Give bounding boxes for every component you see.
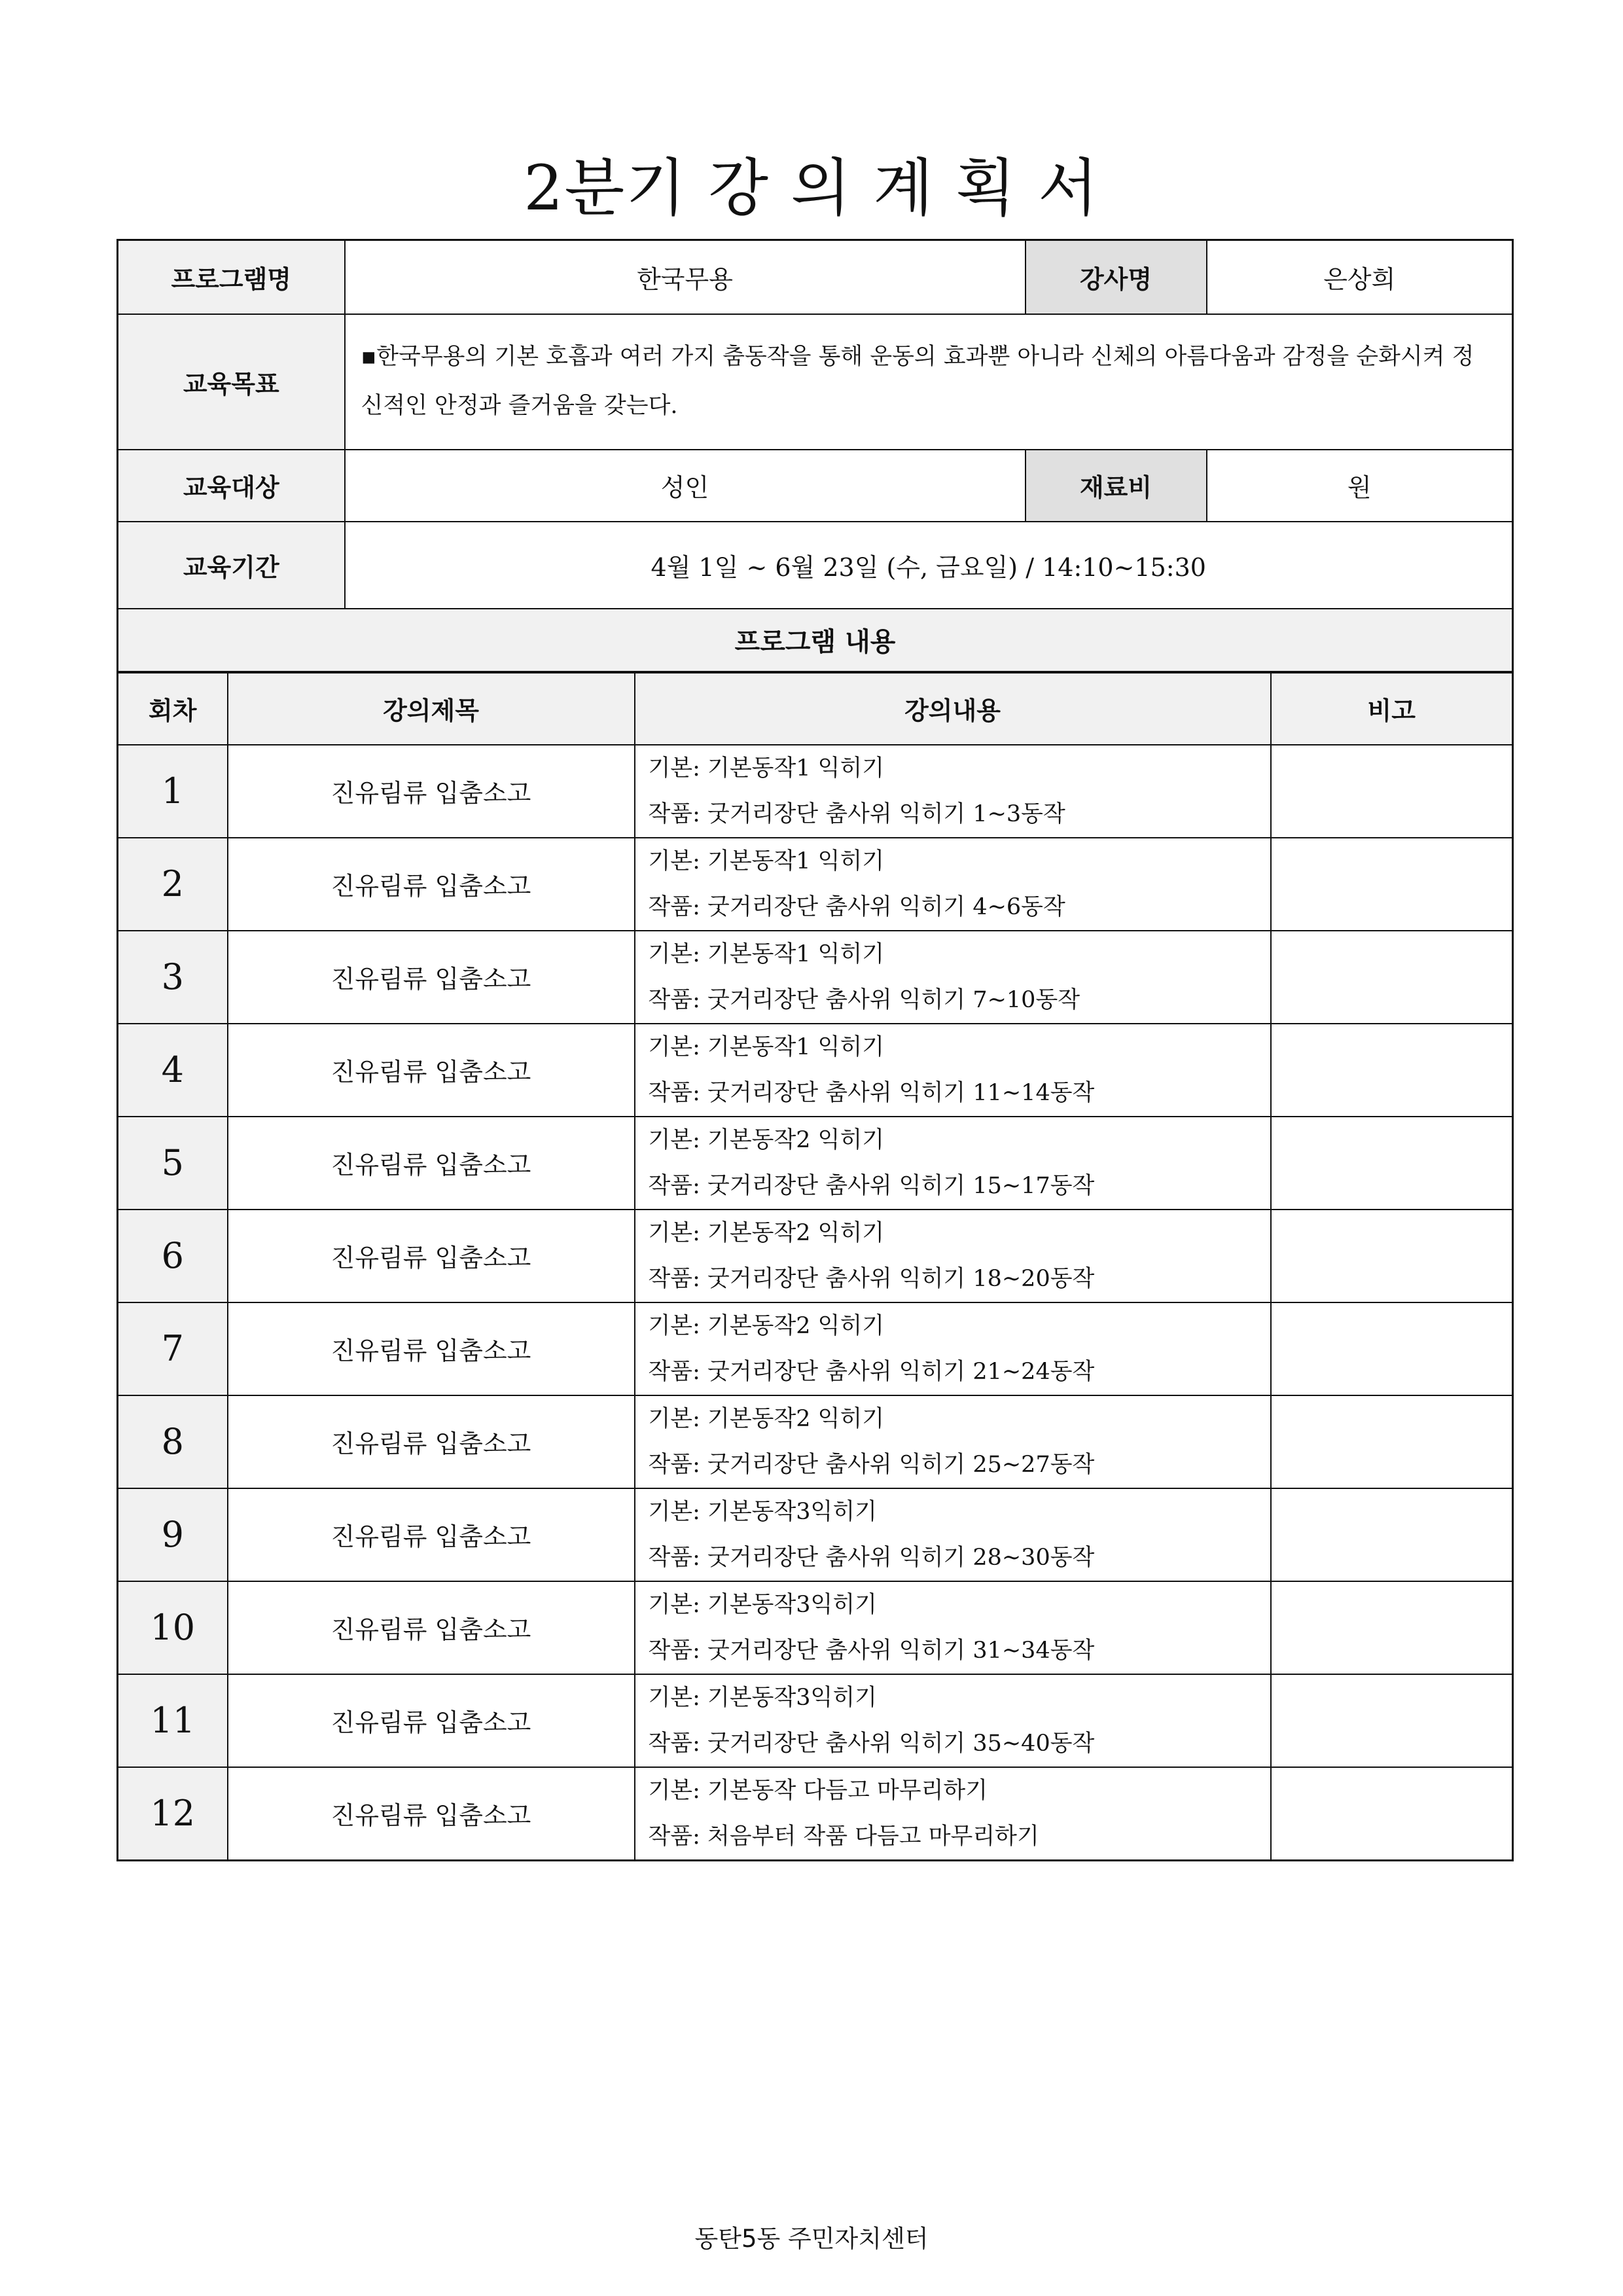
lecture-content bbox=[635, 1767, 1271, 1861]
period-label: 교육기간 bbox=[118, 522, 345, 609]
schedule-body bbox=[118, 673, 1513, 1861]
content-basic-line: 기본: 기본동작1 익히기 bbox=[648, 848, 885, 874]
program-row bbox=[118, 240, 1513, 314]
target-label: 교육대상 bbox=[118, 450, 345, 522]
table-row bbox=[118, 1395, 1513, 1488]
lecture-content bbox=[635, 745, 1271, 838]
col-header-content: 강의내용 bbox=[635, 673, 1271, 745]
lecture-title: 진유림류 입춤소고 bbox=[228, 1210, 635, 1302]
lecture-title: 진유림류 입춤소고 bbox=[228, 1302, 635, 1395]
lecture-content bbox=[635, 931, 1271, 1024]
table-row bbox=[118, 1767, 1513, 1861]
note-cell bbox=[1271, 745, 1513, 838]
note-cell bbox=[1271, 1210, 1513, 1302]
lecture-title: 진유림류 입춤소고 bbox=[228, 745, 635, 838]
lecture-title: 진유림류 입춤소고 bbox=[228, 838, 635, 931]
table-row bbox=[118, 1210, 1513, 1302]
note-cell bbox=[1271, 1581, 1513, 1674]
lecture-title: 진유림류 입춤소고 bbox=[228, 1674, 635, 1767]
info-table bbox=[116, 239, 1514, 673]
session-number: 5 bbox=[118, 1117, 228, 1210]
content-basic-line: 기본: 기본동작2 익히기 bbox=[648, 1405, 885, 1432]
content-work-line: 작품: 굿거리장단 춤사위 익히기 18~20동작 bbox=[648, 1265, 1095, 1292]
note-cell bbox=[1271, 1674, 1513, 1767]
table-row bbox=[118, 931, 1513, 1024]
table-row bbox=[118, 1024, 1513, 1117]
table-row bbox=[118, 1302, 1513, 1395]
target-value: 성인 bbox=[345, 450, 1026, 522]
goal-row bbox=[118, 314, 1513, 450]
content-basic-line: 기본: 기본동작2 익히기 bbox=[648, 1126, 885, 1153]
fee-label: 재료비 bbox=[1026, 450, 1207, 522]
content-work-line: 작품: 굿거리장단 춤사위 익히기 4~6동작 bbox=[648, 893, 1065, 920]
content-work-line: 작품: 굿거리장단 춤사위 익히기 1~3동작 bbox=[648, 800, 1065, 827]
content-basic-line: 기본: 기본동작3익히기 bbox=[648, 1684, 877, 1711]
instructor-label: 강사명 bbox=[1026, 240, 1207, 314]
lecture-content bbox=[635, 1024, 1271, 1117]
note-cell bbox=[1271, 1488, 1513, 1581]
lecture-title: 진유림류 입춤소고 bbox=[228, 1117, 635, 1210]
content-work-line: 작품: 굿거리장단 춤사위 익히기 7~10동작 bbox=[648, 986, 1080, 1013]
lecture-content bbox=[635, 1302, 1271, 1395]
page-title: 2분기 강 의 계 획 서 bbox=[524, 152, 1099, 224]
lecture-content bbox=[635, 1674, 1271, 1767]
instructor-value: 은상희 bbox=[1207, 240, 1513, 314]
footer-org-name: 동탄5동 주민자치센터 bbox=[694, 2225, 929, 2253]
tables-wrapper bbox=[116, 239, 1512, 1861]
goal-text: 한국무용의 기본 호흡과 여러 가지 춤동작을 통해 운동의 효과뿐 아니라 신체의 아름다움과 감정을 순화시켜 정신적인 안정과 즐거움을 갖는다. bbox=[361, 343, 1474, 419]
lecture-title: 진유림류 입춤소고 bbox=[228, 1488, 635, 1581]
lecture-title: 진유림류 입춤소고 bbox=[228, 1767, 635, 1861]
goal-label: 교육목표 bbox=[118, 314, 345, 450]
content-work-line: 작품: 굿거리장단 춤사위 익히기 35~40동작 bbox=[648, 1730, 1095, 1757]
lecture-title: 진유림류 입춤소고 bbox=[228, 1024, 635, 1117]
session-number: 2 bbox=[118, 838, 228, 931]
note-cell bbox=[1271, 1395, 1513, 1488]
session-number: 1 bbox=[118, 745, 228, 838]
content-basic-line: 기본: 기본동작2 익히기 bbox=[648, 1219, 885, 1246]
lecture-content bbox=[635, 1210, 1271, 1302]
content-basic-line: 기본: 기본동작1 익히기 bbox=[648, 1033, 885, 1060]
target-row bbox=[118, 450, 1513, 522]
col-header-title: 강의제목 bbox=[228, 673, 635, 745]
table-row bbox=[118, 1117, 1513, 1210]
content-basic-line: 기본: 기본동작 다듬고 마무리하기 bbox=[648, 1777, 988, 1804]
session-number: 10 bbox=[118, 1581, 228, 1674]
note-cell bbox=[1271, 1024, 1513, 1117]
content-work-line: 작품: 굿거리장단 춤사위 익히기 25~27동작 bbox=[648, 1451, 1095, 1478]
lecture-content bbox=[635, 1488, 1271, 1581]
content-work-line: 작품: 처음부터 작품 다듬고 마무리하기 bbox=[648, 1823, 1039, 1850]
table-row bbox=[118, 1488, 1513, 1581]
content-basic-line: 기본: 기본동작1 익히기 bbox=[648, 755, 885, 781]
col-header-note: 비고 bbox=[1271, 673, 1513, 745]
fee-value: 원 bbox=[1207, 450, 1513, 522]
session-number: 7 bbox=[118, 1302, 228, 1395]
program-value: 한국무용 bbox=[345, 240, 1026, 314]
schedule-header-row bbox=[118, 673, 1513, 745]
period-value: 4월 1일 ~ 6월 23일 (수, 금요일) / 14:10~15:30 bbox=[345, 522, 1513, 609]
content-basic-line: 기본: 기본동작3익히기 bbox=[648, 1498, 877, 1525]
lecture-content bbox=[635, 838, 1271, 931]
schedule-table bbox=[116, 672, 1514, 1861]
content-work-line: 작품: 굿거리장단 춤사위 익히기 15~17동작 bbox=[648, 1172, 1095, 1199]
session-number: 8 bbox=[118, 1395, 228, 1488]
note-cell bbox=[1271, 838, 1513, 931]
program-label: 프로그램명 bbox=[118, 240, 345, 314]
note-cell bbox=[1271, 1302, 1513, 1395]
content-basic-line: 기본: 기본동작3익히기 bbox=[648, 1591, 877, 1618]
lecture-content bbox=[635, 1581, 1271, 1674]
square-bullet-icon: ▪ bbox=[361, 343, 377, 370]
col-header-session: 회차 bbox=[118, 673, 228, 745]
table-row bbox=[118, 1674, 1513, 1767]
content-work-line: 작품: 굿거리장단 춤사위 익히기 31~34동작 bbox=[648, 1637, 1095, 1664]
lecture-title: 진유림류 입춤소고 bbox=[228, 931, 635, 1024]
session-number: 12 bbox=[118, 1767, 228, 1861]
session-number: 4 bbox=[118, 1024, 228, 1117]
lecture-title: 진유림류 입춤소고 bbox=[228, 1581, 635, 1674]
note-cell bbox=[1271, 931, 1513, 1024]
content-basic-line: 기본: 기본동작1 익히기 bbox=[648, 941, 885, 967]
content-basic-line: 기본: 기본동작2 익히기 bbox=[648, 1312, 885, 1339]
content-work-line: 작품: 굿거리장단 춤사위 익히기 11~14동작 bbox=[648, 1079, 1095, 1106]
session-number: 6 bbox=[118, 1210, 228, 1302]
period-row bbox=[118, 522, 1513, 609]
table-row bbox=[118, 838, 1513, 931]
lecture-title: 진유림류 입춤소고 bbox=[228, 1395, 635, 1488]
table-row bbox=[118, 1581, 1513, 1674]
note-cell bbox=[1271, 1767, 1513, 1861]
table-row bbox=[118, 745, 1513, 838]
content-work-line: 작품: 굿거리장단 춤사위 익히기 28~30동작 bbox=[648, 1544, 1095, 1571]
session-number: 9 bbox=[118, 1488, 228, 1581]
goal-text-cell bbox=[345, 314, 1513, 450]
content-work-line: 작품: 굿거리장단 춤사위 익히기 21~24동작 bbox=[648, 1358, 1095, 1385]
note-cell bbox=[1271, 1117, 1513, 1210]
lecture-content bbox=[635, 1117, 1271, 1210]
section-header-row bbox=[118, 609, 1513, 672]
session-number: 11 bbox=[118, 1674, 228, 1767]
session-number: 3 bbox=[118, 931, 228, 1024]
lecture-content bbox=[635, 1395, 1271, 1488]
section-header: 프로그램 내용 bbox=[118, 609, 1513, 672]
